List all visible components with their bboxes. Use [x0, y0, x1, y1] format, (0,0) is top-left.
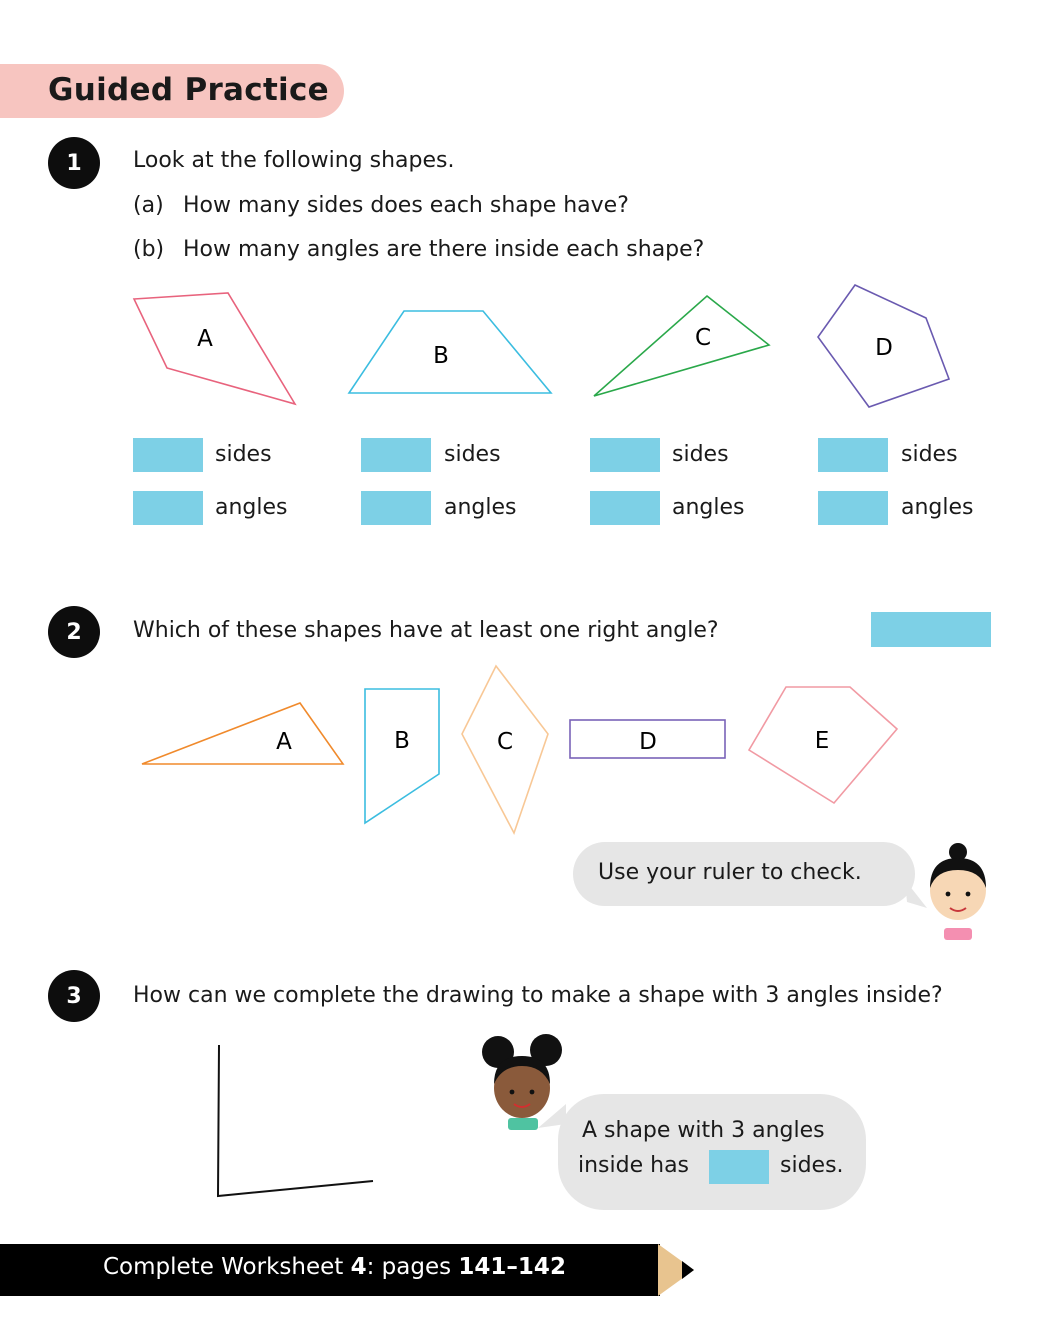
q2-shape-a-label: A [276, 729, 292, 755]
incomplete-shape-drawing [200, 1040, 390, 1205]
question-2-number: 2 [48, 606, 100, 658]
q1-shape-c-label: C [694, 325, 712, 351]
footer-text-pre: Complete Worksheet [103, 1254, 351, 1280]
q1-shape-c [594, 296, 769, 396]
question-1-prompt: Look at the following shapes. [133, 148, 455, 173]
q1-shape-a [134, 293, 295, 404]
question-3-prompt: How can we complete the drawing to make a shape with 3 angles inside? [133, 983, 943, 1008]
q2-shape-e-label: E [814, 728, 830, 754]
question-1a-label: (a) [133, 193, 164, 218]
shape-b-sides-answer-box[interactable] [361, 438, 431, 472]
q1-shape-b-label: B [433, 343, 449, 369]
girl-bun-character-icon [922, 842, 994, 940]
shape-a-sides-answer-box[interactable] [133, 438, 203, 472]
shape-c-sides-answer-box[interactable] [590, 438, 660, 472]
shape-d-angles-label: angles [901, 495, 974, 520]
shape-b-angles-answer-box[interactable] [361, 491, 431, 525]
shape-c-sides-label: sides [672, 442, 729, 467]
shape-a-sides-label: sides [215, 442, 272, 467]
pencil-tip-icon [658, 1244, 698, 1296]
q2-shape-b-label: B [394, 728, 410, 754]
question-1-number: 1 [48, 137, 100, 189]
footer-text-mid: : pages [366, 1254, 459, 1280]
shape-d-sides-label: sides [901, 442, 958, 467]
q3-sides-answer-box[interactable] [709, 1150, 769, 1184]
question-2-shapes [0, 650, 1053, 850]
footer-worksheet-number: 4 [350, 1254, 367, 1280]
q1-shape-b [349, 311, 551, 393]
speech-bubble-sides-tail [538, 1100, 568, 1130]
question-2-prompt: Which of these shapes have at least one right angle? [133, 618, 719, 643]
q1-shape-a-label: A [197, 326, 213, 352]
question-2-answer-box[interactable] [871, 612, 991, 647]
question-1b-text: How many angles are there inside each shape? [183, 237, 705, 262]
question-1-shapes [0, 0, 1053, 560]
footer-pages: 141–142 [458, 1254, 566, 1280]
shape-c-angles-answer-box[interactable] [590, 491, 660, 525]
question-3-number: 3 [48, 970, 100, 1022]
q1-shape-d-label: D [875, 335, 893, 361]
speech-bubble-sides-line2-post: sides. [780, 1153, 844, 1178]
q2-shape-a [142, 703, 343, 764]
shape-b-sides-label: sides [444, 442, 501, 467]
q2-shape-b [365, 689, 439, 823]
q2-shape-c-label: C [496, 729, 514, 755]
question-1b-label: (b) [133, 237, 165, 262]
shape-a-angles-answer-box[interactable] [133, 491, 203, 525]
worksheet-footer-text[interactable] [103, 1254, 566, 1280]
shape-a-angles-label: angles [215, 495, 288, 520]
shape-b-angles-label: angles [444, 495, 517, 520]
shape-d-sides-answer-box[interactable] [818, 438, 888, 472]
shape-c-angles-label: angles [672, 495, 745, 520]
speech-bubble-sides-line1: A shape with 3 angles [582, 1118, 825, 1143]
section-title: Guided Practice [48, 72, 329, 108]
question-1a-text: How many sides does each shape have? [183, 193, 629, 218]
q2-shape-d-label: D [639, 729, 657, 755]
shape-d-angles-answer-box[interactable] [818, 491, 888, 525]
speech-bubble-sides-line2-pre: inside has [578, 1153, 690, 1178]
speech-bubble-ruler-text: Use your ruler to check. [598, 860, 862, 885]
